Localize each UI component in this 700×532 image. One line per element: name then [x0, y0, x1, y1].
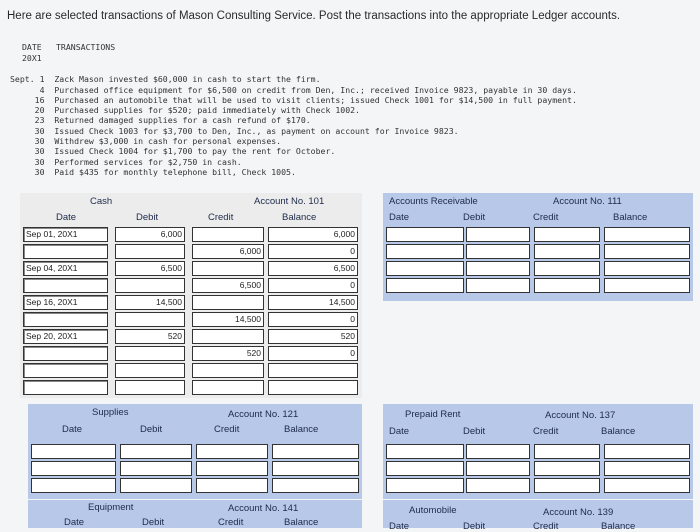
- debit-input[interactable]: [115, 312, 185, 327]
- ledger-row: [20, 329, 362, 344]
- date-input[interactable]: [23, 244, 108, 259]
- credit-input[interactable]: [196, 444, 268, 459]
- col-debit: Debit: [142, 517, 165, 528]
- balance-input[interactable]: [272, 461, 359, 476]
- col-date: Date: [389, 521, 410, 532]
- credit-input[interactable]: [192, 261, 264, 276]
- date-input[interactable]: [23, 346, 108, 361]
- transaction-line: 30 Performed services for $2,750 in cash.: [10, 156, 242, 167]
- ledger-row: [383, 244, 693, 259]
- balance-input[interactable]: [604, 461, 690, 476]
- ledger-row: [383, 278, 693, 293]
- ledger-prepaid-rent: [383, 404, 693, 499]
- col-balance: Balance: [601, 521, 636, 532]
- date-input[interactable]: [386, 244, 464, 259]
- credit-input[interactable]: [534, 278, 600, 293]
- credit-input[interactable]: 520: [192, 346, 264, 361]
- col-credit: Credit: [533, 426, 559, 437]
- balance-input[interactable]: 0: [268, 312, 358, 327]
- debit-input[interactable]: [466, 461, 530, 476]
- ledger-row: [20, 363, 362, 378]
- balance-input[interactable]: [604, 227, 690, 242]
- date-input[interactable]: [386, 444, 464, 459]
- ledger-equipment: [28, 500, 362, 528]
- credit-input[interactable]: 6,000: [192, 244, 264, 259]
- balance-input[interactable]: [604, 261, 690, 276]
- balance-input[interactable]: 0: [268, 346, 358, 361]
- date-input[interactable]: [23, 312, 108, 327]
- transactions-list: [10, 64, 577, 188]
- credit-input[interactable]: [534, 261, 600, 276]
- ledger-row: [383, 444, 693, 459]
- col-date: Date: [389, 426, 410, 437]
- balance-input[interactable]: 0: [268, 244, 358, 259]
- transaction-line: 30 Paid $435 for monthly telephone bill, Check 1005.: [10, 166, 296, 177]
- ledger-accounts-receivable: [383, 193, 693, 301]
- col-date: Date: [389, 212, 410, 223]
- debit-input[interactable]: [115, 380, 185, 395]
- date-input[interactable]: [386, 261, 464, 276]
- balance-input[interactable]: [604, 478, 690, 493]
- ledger-row: [383, 261, 693, 276]
- credit-input[interactable]: [534, 461, 600, 476]
- col-balance: Balance: [282, 212, 317, 223]
- date-input[interactable]: Sep 01, 20X1: [23, 227, 108, 242]
- ledger-automobile: [383, 500, 693, 532]
- account-number: Account No. 121: [228, 409, 299, 420]
- credit-input[interactable]: [196, 478, 268, 493]
- ledger-row: [383, 227, 693, 242]
- col-balance: Balance: [613, 212, 648, 223]
- credit-input[interactable]: 14,500: [192, 312, 264, 327]
- balance-input[interactable]: 14,500: [268, 295, 358, 310]
- account-number: Account No. 139: [543, 507, 614, 518]
- credit-input[interactable]: [192, 329, 264, 344]
- ledger-row: [20, 346, 362, 361]
- col-date: Date: [64, 517, 85, 528]
- col-balance: Balance: [284, 517, 319, 528]
- debit-input[interactable]: [466, 444, 530, 459]
- account-number: Account No. 111: [553, 196, 622, 207]
- credit-input[interactable]: [192, 295, 264, 310]
- ledger-row: [20, 278, 362, 293]
- date-input[interactable]: [23, 363, 108, 378]
- col-credit: Credit: [214, 424, 240, 435]
- col-credit: Credit: [533, 212, 559, 223]
- credit-input[interactable]: [534, 478, 600, 493]
- credit-input[interactable]: [534, 244, 600, 259]
- transaction-line: 30 Issued Check 1003 for $3,700 to Den, Inc., as payment on account for Invoice 9823.: [10, 125, 459, 136]
- ledger-row: [28, 461, 362, 476]
- ledger-row: [20, 244, 362, 259]
- transaction-line: 30 Issued Check 1004 for $1,700 to pay the rent for October.: [10, 146, 336, 157]
- ledger-row: [20, 312, 362, 327]
- transactions-year: 20X1: [22, 53, 42, 63]
- account-number: Account No. 141: [228, 503, 299, 514]
- ledger-row: [20, 227, 362, 242]
- credit-input[interactable]: [192, 380, 264, 395]
- date-input[interactable]: [386, 478, 464, 493]
- ledger-row: [20, 295, 362, 310]
- transaction-line: 4 Purchased office equipment for $6,500 on credit from Den, Inc.; received Invoice 9823, payable in 30 days.: [10, 84, 577, 95]
- col-date: Date: [56, 212, 77, 223]
- col-balance: Balance: [284, 424, 319, 435]
- transaction-line: 30 Withdrew $3,000 in cash for personal expenses.: [10, 136, 282, 147]
- account-number: Account No. 137: [545, 410, 616, 421]
- ledger-row: [383, 461, 693, 476]
- col-debit: Debit: [463, 426, 486, 437]
- credit-input[interactable]: [534, 444, 600, 459]
- col-balance: Balance: [601, 426, 636, 437]
- balance-input[interactable]: [268, 380, 358, 395]
- credit-input[interactable]: [192, 363, 264, 378]
- credit-input[interactable]: [196, 461, 268, 476]
- debit-input[interactable]: [466, 227, 530, 242]
- date-input[interactable]: [386, 278, 464, 293]
- ledger-name: Prepaid Rent: [405, 409, 461, 420]
- instruction-text: Here are selected transactions of Mason Consulting Service. Post the transactions into the appropriate Ledger accounts.: [7, 10, 621, 22]
- balance-input[interactable]: [604, 244, 690, 259]
- col-credit: Credit: [533, 521, 559, 532]
- ledger-name: Cash: [90, 196, 113, 207]
- debit-input[interactable]: 6,500: [115, 261, 185, 276]
- ledger-row: [383, 478, 693, 493]
- ledger-row: [20, 380, 362, 395]
- transaction-line: 16 Purchased an automobile that will be used to visit clients; issued Check 1001 for $14,500 in full payment.: [10, 94, 577, 105]
- ledger-supplies: [28, 404, 362, 499]
- transaction-line: Sept. 1 Zack Mason invested $60,000 in cash to start the firm.: [10, 74, 321, 85]
- debit-input[interactable]: [120, 478, 192, 493]
- balance-input[interactable]: 520: [268, 329, 358, 344]
- debit-input[interactable]: [115, 278, 185, 293]
- debit-input[interactable]: [466, 478, 530, 493]
- ledger-cash: [20, 193, 362, 398]
- col-debit: Debit: [136, 212, 159, 223]
- date-input[interactable]: [386, 227, 464, 242]
- transactions-header: TRANSACTIONS: [56, 42, 116, 52]
- debit-input[interactable]: 14,500: [115, 295, 185, 310]
- balance-input[interactable]: [604, 444, 690, 459]
- transaction-line: 20 Purchased supplies for $520; paid immediately with Check 1002.: [10, 105, 360, 116]
- ledger-name: Supplies: [92, 407, 129, 418]
- transactions-header-date: DATE: [22, 42, 42, 52]
- col-credit: Credit: [218, 517, 244, 528]
- ledger-row: [20, 261, 362, 276]
- debit-input[interactable]: [466, 244, 530, 259]
- ledger-row: [28, 478, 362, 493]
- col-debit: Debit: [140, 424, 163, 435]
- col-debit: Debit: [463, 521, 486, 532]
- ledger-name: Automobile: [409, 505, 457, 516]
- col-debit: Debit: [463, 212, 486, 223]
- credit-input[interactable]: [192, 227, 264, 242]
- balance-input[interactable]: [272, 478, 359, 493]
- ledger-row: [28, 444, 362, 459]
- debit-input[interactable]: [115, 363, 185, 378]
- date-input[interactable]: [31, 478, 116, 493]
- debit-input[interactable]: [115, 244, 185, 259]
- date-input[interactable]: Sep 20, 20X1: [23, 329, 108, 344]
- date-input[interactable]: [386, 461, 464, 476]
- balance-input[interactable]: [268, 363, 358, 378]
- date-input[interactable]: [31, 444, 116, 459]
- col-credit: Credit: [208, 212, 234, 223]
- col-date: Date: [62, 424, 83, 435]
- debit-input[interactable]: [466, 261, 530, 276]
- date-input[interactable]: [23, 278, 108, 293]
- debit-input[interactable]: [120, 461, 192, 476]
- credit-input[interactable]: [534, 227, 600, 242]
- ledger-name: Accounts Receivable: [389, 196, 478, 207]
- balance-input[interactable]: [272, 444, 359, 459]
- credit-input[interactable]: 6,500: [192, 278, 264, 293]
- debit-input[interactable]: [466, 278, 530, 293]
- date-input[interactable]: [31, 461, 116, 476]
- date-input[interactable]: [23, 380, 108, 395]
- debit-input[interactable]: 520: [115, 329, 185, 344]
- balance-input[interactable]: 0: [268, 278, 358, 293]
- balance-input[interactable]: 6,500: [268, 261, 358, 276]
- debit-input[interactable]: [120, 444, 192, 459]
- transaction-line: 23 Returned damaged supplies for a cash refund of $170.: [10, 115, 311, 126]
- ledger-name: Equipment: [88, 502, 134, 513]
- date-input[interactable]: Sep 04, 20X1: [23, 261, 108, 276]
- debit-input[interactable]: 6,000: [115, 227, 185, 242]
- account-number: Account No. 101: [254, 196, 325, 207]
- balance-input[interactable]: [604, 278, 690, 293]
- balance-input[interactable]: 6,000: [268, 227, 358, 242]
- debit-input[interactable]: [115, 346, 185, 361]
- date-input[interactable]: Sep 16, 20X1: [23, 295, 108, 310]
